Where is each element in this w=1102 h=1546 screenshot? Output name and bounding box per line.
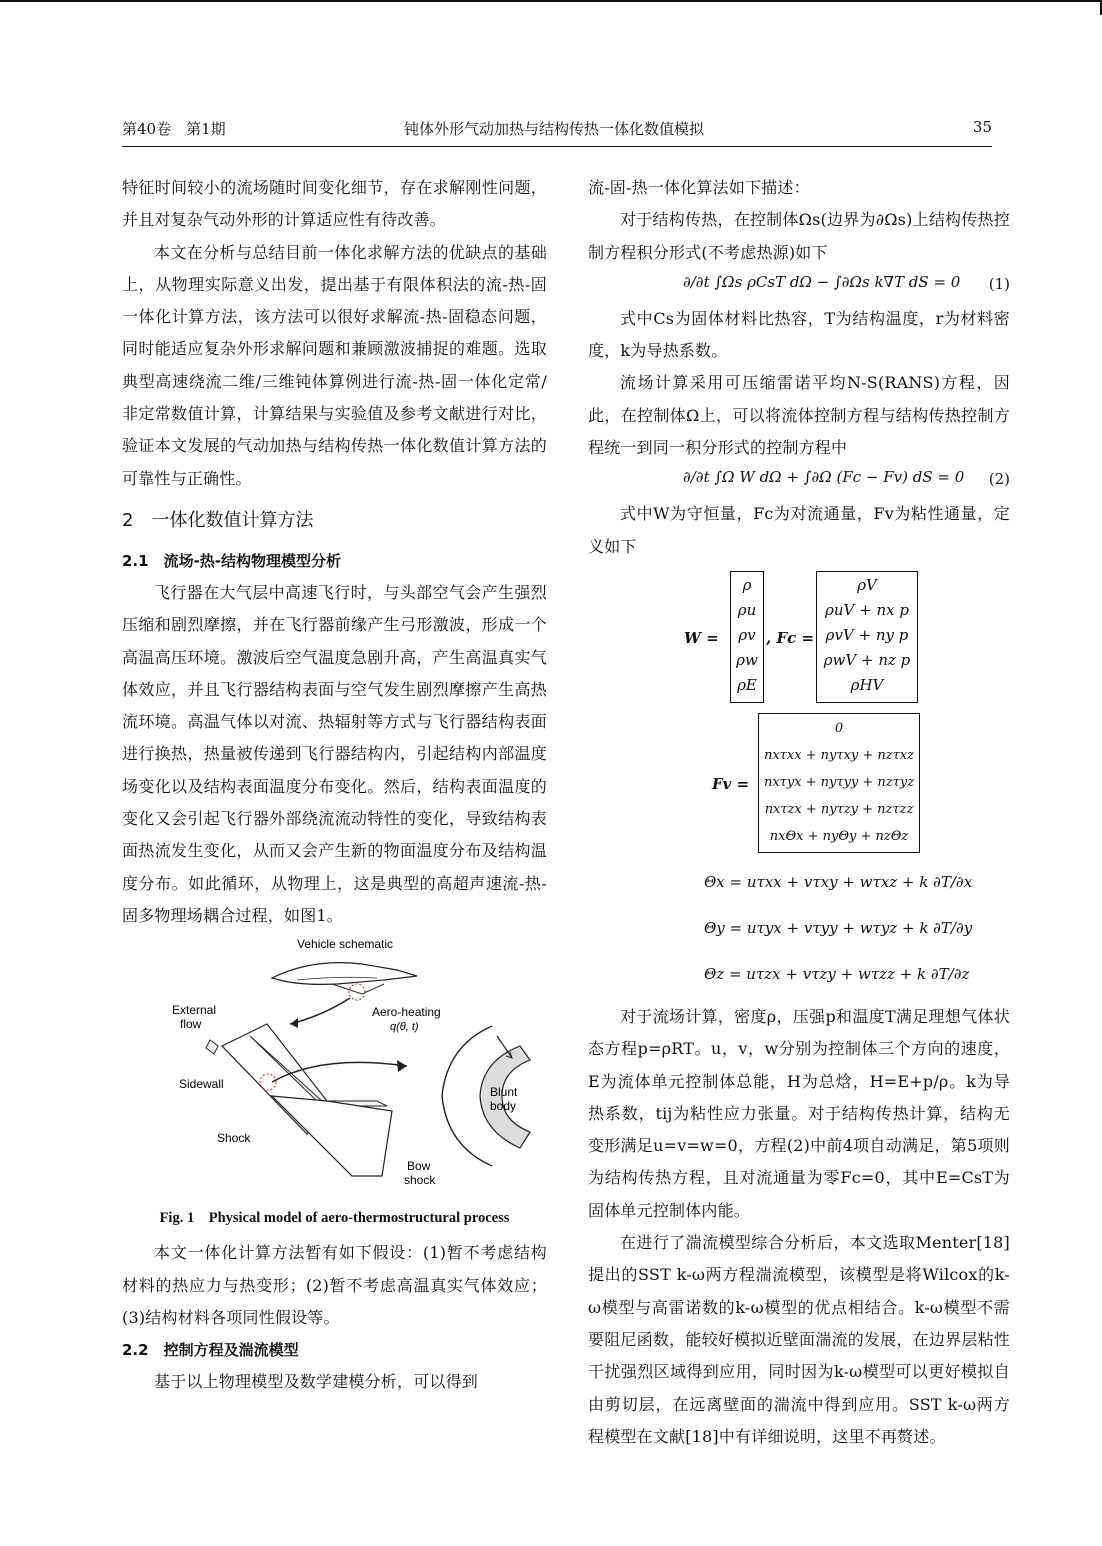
running-header <box>122 118 992 142</box>
theta-x: Θx = uτxx + vτxy + wτxz + k ∂T/∂x <box>704 872 973 891</box>
journal-volume: 第40卷 第1期 <box>122 120 226 138</box>
q-label: q(θ, t) <box>390 1021 419 1034</box>
aero-thermostructural-diagram <box>122 936 547 1198</box>
paragraph: 式中W为守恒量，Fc为对流通量，Fv为粘性通量，定义如下 <box>588 504 1010 556</box>
shock-label: Shock <box>217 1131 251 1146</box>
w-entry: ρu <box>737 600 757 619</box>
fc-entry: ρuV + nx p <box>825 600 909 619</box>
aero-heating-label: Aero-heating <box>372 1005 441 1020</box>
paragraph: 基于以上物理模型及数学建模分析，可以得到 <box>154 1372 479 1392</box>
fc-entries <box>818 573 916 698</box>
vehicle-label: Vehicle schematic <box>297 937 394 952</box>
subsection-heading: 2.1 流场-热-结构物理模型分析 <box>122 551 342 570</box>
w-label: W = <box>684 628 719 647</box>
fv-entry: 0 <box>834 720 844 736</box>
zoom-arrow <box>290 998 350 1024</box>
matrix-fv <box>588 711 1010 859</box>
fc-entry: ρV <box>857 575 877 594</box>
equation-1-number: (1) <box>988 274 1010 293</box>
fv-entry: nxτxx + nyτxy + nzτxz <box>763 747 915 763</box>
theta-y: Θy = uτyx + vτyy + wτyz + k ∂T/∂y <box>704 918 973 937</box>
figure-caption: Fig. 1 Physical model of aero-thermostructural process <box>159 1210 510 1227</box>
flow-arrow-icon <box>206 1040 218 1054</box>
header-rule <box>122 146 992 147</box>
vehicle-outline <box>272 963 417 985</box>
bow-label: Bow <box>407 1159 431 1174</box>
fv-label: Fv = <box>712 774 750 793</box>
paragraph: 对于结构传热，在控制体Ωs(边界为∂Ωs)上结构传热控制方程积分形式(不考虑热源)如下 <box>588 210 1010 262</box>
fv-entries <box>760 715 918 850</box>
paragraph: 本文在分析与总结目前一体化求解方法的优缺点的基础上，从物理实际意义出发，提出基于有限体积法的流-热-固一体化计算方法，该方法可以很好求解流-热-固稳态问题，同时能适应复杂外形求解问题和兼顾激波捕捉的难题。选取典型高速绕流二维/三维钝体算例进行流-热-固一体化定常/非定常数值计算，计算结果与实验值及参考文献进行对比，验证本文发展的气动加热与结构传热一体化数值计算方法的可靠性与正确性。 <box>122 242 547 488</box>
page-top-edge <box>0 0 1102 2</box>
blunt-label: Blunt <box>490 1085 518 1100</box>
w-entry: ρv <box>738 625 756 644</box>
paragraph: 在进行了湍流模型综合分析后，本文选取Menter[18]提出的SST k-ω两方程湍流模型，该模型是将Wilcox的k-ω模型与高雷诺数的k-ω模型的优点相结合。k-ω模型不需要阻尼函数，能较好模拟近壁面湍流的发展，在边界层粘性干扰强烈区域得到应用，同时因为k-ω模型可以更好模拟自由剪切层，在远离壁面的湍流中得到应用。SST k-ω两方程模型在文献[18]中有详细说明，这里不再赘述。 <box>588 1233 1010 1446</box>
subsection-heading: 2.2 控制方程及湍流模型 <box>122 1341 299 1360</box>
theta-z: Θz = uτzx + vτzy + wτzz + k ∂T/∂z <box>704 964 970 983</box>
right-column <box>588 172 1010 1453</box>
body-label: body <box>490 1099 517 1114</box>
w-entry: ρ <box>742 575 752 594</box>
sidewall-label: Sidewall <box>179 1077 224 1092</box>
vehicle-inlet <box>332 984 384 994</box>
fc-entry: ρHV <box>850 675 884 694</box>
equation-2-body: ∂/∂t ∫Ω W dΩ + ∫∂Ω (Fc − Fv) dS = 0 <box>683 468 965 487</box>
w-entry: ρw <box>736 650 758 669</box>
theta-definitions <box>588 859 1010 997</box>
lower-panel <box>272 1096 392 1176</box>
section-heading: 2 一体化数值计算方法 <box>122 509 314 531</box>
running-title: 钝体外形气动加热与结构传热一体化数值模拟 <box>404 120 705 138</box>
external-label: External <box>172 1003 217 1018</box>
flow-label: flow <box>180 1017 202 1032</box>
equation-2-number: (2) <box>988 470 1010 489</box>
paragraph: 对于流场计算，密度ρ，压强p和温度T满足理想气体状态方程p=ρRT。u，v，w分别为控制体三个方向的速度，E为流体单元控制体总能，H为总焓，H=E+p/ρ。k为导热系数，tij为粘性应力张量。对于结构传热计算，结构无变形满足u=v=w=0，方程(2)中前4项自动满足，第5项则为结构传热方程，且对流通量为零Fc=0，其中E=CsT为固体单元控制体内能。 <box>588 1006 1010 1220</box>
bow-shock-label: shock <box>404 1173 436 1188</box>
fv-entry: nxτyx + nyτyy + nzτyz <box>763 774 915 790</box>
equation-1 <box>588 269 1010 303</box>
w-entry: ρE <box>737 675 757 694</box>
paragraph: 飞行器在大气层中高速飞行时，与头部空气会产生强烈压缩和剧烈摩擦，并在飞行器前缘产生弓形激波，形成一个高温高压环境。激波后空气温度急剧升高，产生高温真实气体效应，并且飞行器结构表面与空气发生剧烈摩擦产生高热流环境。高温气体以对流、热辐射等方式与飞行器结构表面进行换热，热量被传递到飞行器结构内，引起结构内部温度场变化以及结构表面温度分布变化。然后，结构表面温度的变化又会引起飞行器外部绕流流动特性的变化，导致结构表面热流发生变化，从而又会产生新的物面温度分布及结构温度分布。如此循环，从物理上，这是典型的高超声速流-热-固多物理场耦合过程，如图1。 <box>122 582 547 925</box>
paragraph: 流场计算采用可压缩雷诺平均N-S(RANS)方程，因此，在控制体Ω上，可以将流体控制方程与结构传热控制方程统一到同一积分形式的控制方程中 <box>588 373 1010 458</box>
fv-entry: nxτzx + nyτzy + nzτzz <box>764 801 914 817</box>
matrix-w-fc <box>588 569 1010 711</box>
paragraph: 式中Cs为固体材料比热容，T为结构温度，r为材料密度，k为导热系数。 <box>588 308 1010 361</box>
w-entries <box>734 573 760 698</box>
fc-entry: ρvV + ny p <box>825 625 909 644</box>
paragraph: 本文一体化计算方法暂有如下假设：(1)暂不考虑结构材料的热应力与热变形；(2)暂不考虑高温真实气体效应；(3)结构材料各项同性假设等。 <box>122 1243 547 1327</box>
fc-entry: ρwV + nz p <box>823 650 911 669</box>
fv-entry: nxΘx + nyΘy + nzΘz <box>769 828 909 844</box>
paragraph: 流-固-热一体化算法如下描述： <box>588 178 810 197</box>
heating-arrow-head <box>397 1060 407 1072</box>
figure-1 <box>122 936 547 1198</box>
equation-2 <box>588 464 1010 498</box>
equation-1-body: ∂/∂t ∫Ωs ρCsT dΩ − ∫∂Ωs k∇T dS = 0 <box>683 272 961 291</box>
page-number: 35 <box>972 118 992 136</box>
paragraph: 特征时间较小的流场随时间变化细节，存在求解刚性问题，并且对复杂气动外形的计算适应性有待改善。 <box>122 178 547 230</box>
left-column <box>122 172 547 1398</box>
fc-label: , Fc = <box>766 628 815 647</box>
